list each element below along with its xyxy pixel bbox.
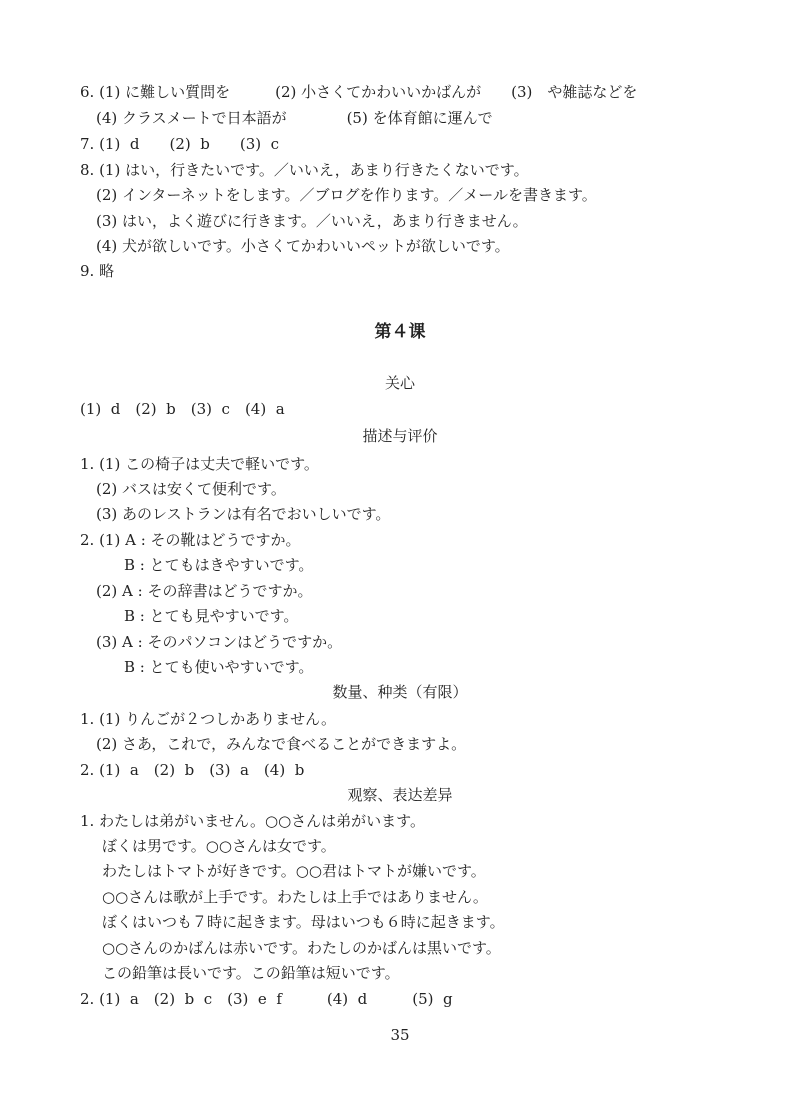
answer-line-8-1: 8. (1) はい，行きたいです。／いいえ，あまり行きたくないです。 bbox=[80, 161, 529, 179]
page-number: 35 bbox=[390, 1026, 410, 1044]
section2-line: 1. (1) この椅子は丈夫で軽いです。 bbox=[80, 455, 319, 473]
section2-line: (3) あのレストランは有名でおいしいです。 bbox=[96, 505, 391, 523]
section4-line: 1. わたしは弟がいません。○○さんは弟がいます。 bbox=[80, 812, 425, 830]
section2-line: 2. (1) A : その靴はどうですか。 bbox=[80, 531, 301, 549]
section2-line: (2) A : その辞書はどうですか。 bbox=[96, 582, 313, 600]
section-title-observation: 观察、表达差异 bbox=[347, 786, 453, 804]
section-title-quantity: 数量、种类（有限） bbox=[332, 683, 468, 701]
section4-line: わたしはトマトが好きです。○○君はトマトが嫌いです。 bbox=[102, 862, 486, 880]
section-title-description: 描述与评价 bbox=[362, 427, 438, 445]
answer-line-7: 7. (1) d (2) b (3) c bbox=[80, 135, 280, 153]
section2-line: (2) バスは安くて便利です。 bbox=[96, 480, 286, 498]
answer-line-6-cont: (4) クラスメートで日本語が (5) を体育館に運んで bbox=[96, 109, 493, 127]
section4-line: ぼくはいつも７時に起きます。母はいつも６時に起きます。 bbox=[102, 913, 505, 931]
section4-line: この鉛筆は長いです。この鉛筆は短いです。 bbox=[102, 964, 400, 982]
section4-line: ぼくは男です。○○さんは女です。 bbox=[102, 837, 336, 855]
section2-line: B : とても見やすいです。 bbox=[124, 607, 299, 625]
section2-line: B : とても使いやすいです。 bbox=[124, 658, 314, 676]
section4-line: ○○さんのかばんは赤いです。わたしのかばんは黒いです。 bbox=[102, 939, 501, 957]
section2-line: (3) A : そのパソコンはどうですか。 bbox=[96, 633, 343, 651]
answer-line-6: 6. (1) に難しい質問を (2) 小さくてかわいいかばんが (3) や雑誌などを bbox=[80, 83, 638, 101]
section4-line: ○○さんは歌が上手です。わたしは上手ではありません。 bbox=[102, 888, 488, 906]
section4-line: 2. (1) a (2) b c (3) e f (4) d (5) g bbox=[80, 990, 453, 1008]
lesson-title: 第４课 bbox=[374, 322, 426, 342]
answer-line-9: 9. 略 bbox=[80, 262, 115, 280]
section3-line: (2) さあ，これで，みんなで食べることができますよ。 bbox=[96, 735, 467, 753]
section-title-guanxin: 关心 bbox=[384, 374, 415, 392]
section1-answers: (1) d (2) b (3) c (4) a bbox=[80, 400, 285, 418]
section2-line: B : とてもはきやすいです。 bbox=[124, 556, 314, 574]
section3-line: 1. (1) りんごが２つしかありません。 bbox=[80, 710, 336, 728]
answer-line-8-3: (3) はい，よく遊びに行きます。／いいえ，あまり行きません。 bbox=[96, 212, 528, 230]
answer-line-8-2: (2) インターネットをします。／ブログを作ります。／メールを書きます。 bbox=[96, 186, 597, 204]
answer-line-8-4: (4) 犬が欲しいです。小さくてかわいいペットが欲しいです。 bbox=[96, 237, 510, 255]
section3-line: 2. (1) a (2) b (3) a (4) b bbox=[80, 761, 305, 779]
